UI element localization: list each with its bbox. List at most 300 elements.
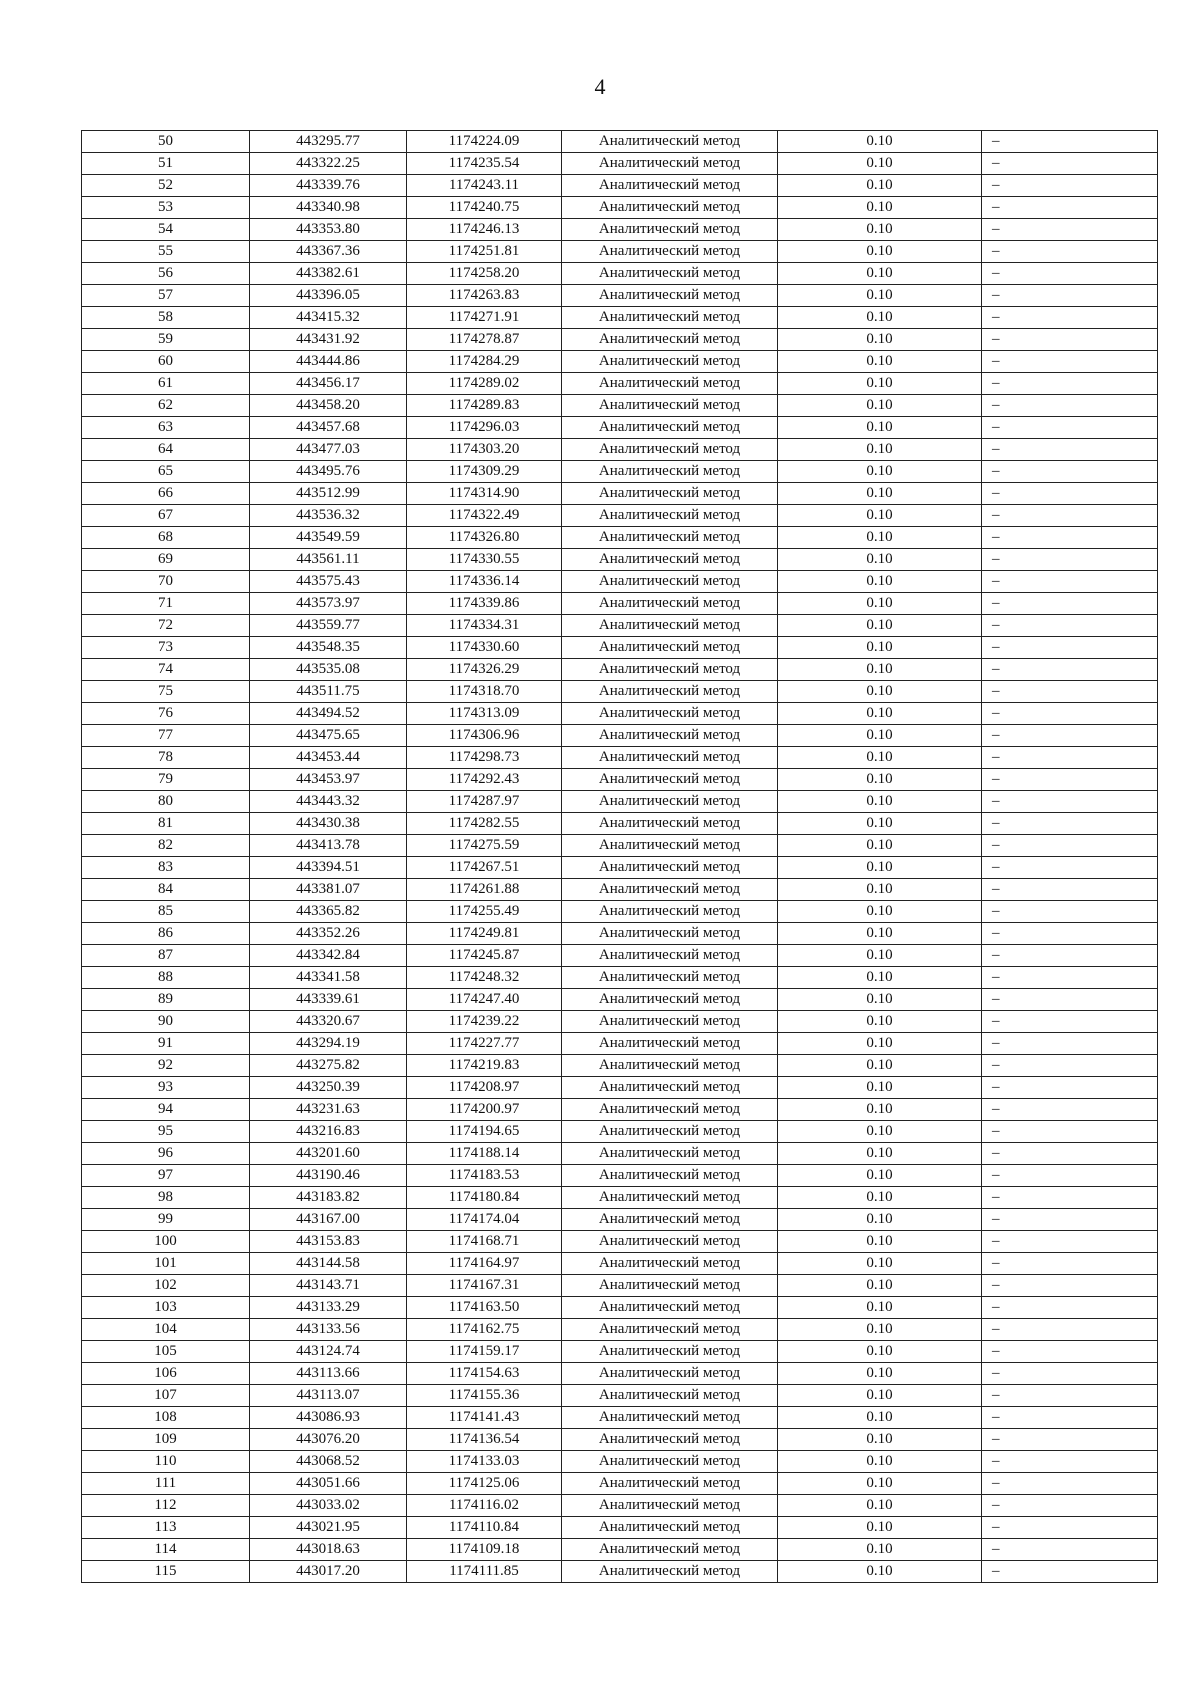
point-number-cell: 67 xyxy=(82,505,250,527)
y-coordinate-cell: 1174109.18 xyxy=(407,1539,562,1561)
y-coordinate-cell: 1174289.83 xyxy=(407,395,562,417)
table-row xyxy=(82,945,1158,967)
method-cell: Аналитический метод xyxy=(562,901,778,923)
description-cell: – xyxy=(982,813,1158,835)
table-row xyxy=(82,1341,1158,1363)
method-cell: Аналитический метод xyxy=(562,1033,778,1055)
method-cell: Аналитический метод xyxy=(562,197,778,219)
point-number-cell: 111 xyxy=(82,1473,250,1495)
x-coordinate-cell: 443430.38 xyxy=(250,813,407,835)
method-cell: Аналитический метод xyxy=(562,725,778,747)
method-cell: Аналитический метод xyxy=(562,659,778,681)
x-coordinate-cell: 443339.61 xyxy=(250,989,407,1011)
x-coordinate-cell: 443167.00 xyxy=(250,1209,407,1231)
accuracy-cell: 0.10 xyxy=(778,1495,982,1517)
table-row xyxy=(82,1231,1158,1253)
accuracy-cell: 0.10 xyxy=(778,1341,982,1363)
x-coordinate-cell: 443113.07 xyxy=(250,1385,407,1407)
accuracy-cell: 0.10 xyxy=(778,483,982,505)
table-row xyxy=(82,681,1158,703)
point-number-cell: 70 xyxy=(82,571,250,593)
table-row xyxy=(82,1539,1158,1561)
description-cell: – xyxy=(982,1099,1158,1121)
table-row xyxy=(82,1495,1158,1517)
x-coordinate-cell: 443453.44 xyxy=(250,747,407,769)
table-row xyxy=(82,1473,1158,1495)
y-coordinate-cell: 1174116.02 xyxy=(407,1495,562,1517)
table-row xyxy=(82,1451,1158,1473)
accuracy-cell: 0.10 xyxy=(778,1165,982,1187)
accuracy-cell: 0.10 xyxy=(778,285,982,307)
y-coordinate-cell: 1174240.75 xyxy=(407,197,562,219)
point-number-cell: 58 xyxy=(82,307,250,329)
x-coordinate-cell: 443295.77 xyxy=(250,131,407,153)
description-cell: – xyxy=(982,285,1158,307)
accuracy-cell: 0.10 xyxy=(778,571,982,593)
point-number-cell: 59 xyxy=(82,329,250,351)
point-number-cell: 51 xyxy=(82,153,250,175)
point-number-cell: 73 xyxy=(82,637,250,659)
point-number-cell: 113 xyxy=(82,1517,250,1539)
description-cell: – xyxy=(982,329,1158,351)
table-row xyxy=(82,329,1158,351)
table-row xyxy=(82,131,1158,153)
y-coordinate-cell: 1174235.54 xyxy=(407,153,562,175)
y-coordinate-cell: 1174239.22 xyxy=(407,1011,562,1033)
point-number-cell: 79 xyxy=(82,769,250,791)
method-cell: Аналитический метод xyxy=(562,1165,778,1187)
method-cell: Аналитический метод xyxy=(562,593,778,615)
description-cell: – xyxy=(982,637,1158,659)
point-number-cell: 112 xyxy=(82,1495,250,1517)
x-coordinate-cell: 443144.58 xyxy=(250,1253,407,1275)
y-coordinate-cell: 1174249.81 xyxy=(407,923,562,945)
point-number-cell: 61 xyxy=(82,373,250,395)
description-cell: – xyxy=(982,1517,1158,1539)
y-coordinate-cell: 1174136.54 xyxy=(407,1429,562,1451)
x-coordinate-cell: 443394.51 xyxy=(250,857,407,879)
method-cell: Аналитический метод xyxy=(562,527,778,549)
table-row xyxy=(82,263,1158,285)
method-cell: Аналитический метод xyxy=(562,1011,778,1033)
accuracy-cell: 0.10 xyxy=(778,329,982,351)
method-cell: Аналитический метод xyxy=(562,1517,778,1539)
point-number-cell: 63 xyxy=(82,417,250,439)
method-cell: Аналитический метод xyxy=(562,395,778,417)
method-cell: Аналитический метод xyxy=(562,1231,778,1253)
point-number-cell: 69 xyxy=(82,549,250,571)
description-cell: – xyxy=(982,1473,1158,1495)
y-coordinate-cell: 1174271.91 xyxy=(407,307,562,329)
table-row xyxy=(82,1253,1158,1275)
x-coordinate-cell: 443413.78 xyxy=(250,835,407,857)
accuracy-cell: 0.10 xyxy=(778,1473,982,1495)
point-number-cell: 78 xyxy=(82,747,250,769)
method-cell: Аналитический метод xyxy=(562,1561,778,1583)
description-cell: – xyxy=(982,1561,1158,1583)
y-coordinate-cell: 1174339.86 xyxy=(407,593,562,615)
method-cell: Аналитический метод xyxy=(562,1319,778,1341)
method-cell: Аналитический метод xyxy=(562,813,778,835)
y-coordinate-cell: 1174313.09 xyxy=(407,703,562,725)
accuracy-cell: 0.10 xyxy=(778,725,982,747)
table-row xyxy=(82,483,1158,505)
description-cell: – xyxy=(982,1055,1158,1077)
method-cell: Аналитический метод xyxy=(562,1385,778,1407)
point-number-cell: 86 xyxy=(82,923,250,945)
point-number-cell: 83 xyxy=(82,857,250,879)
y-coordinate-cell: 1174326.29 xyxy=(407,659,562,681)
y-coordinate-cell: 1174278.87 xyxy=(407,329,562,351)
table-row xyxy=(82,1363,1158,1385)
y-coordinate-cell: 1174125.06 xyxy=(407,1473,562,1495)
point-number-cell: 99 xyxy=(82,1209,250,1231)
description-cell: – xyxy=(982,1187,1158,1209)
method-cell: Аналитический метод xyxy=(562,241,778,263)
coordinates-table-body xyxy=(82,131,1158,1583)
coordinates-table xyxy=(81,130,1158,1583)
table-row xyxy=(82,1121,1158,1143)
accuracy-cell: 0.10 xyxy=(778,351,982,373)
point-number-cell: 50 xyxy=(82,131,250,153)
method-cell: Аналитический метод xyxy=(562,1187,778,1209)
y-coordinate-cell: 1174336.14 xyxy=(407,571,562,593)
point-number-cell: 85 xyxy=(82,901,250,923)
method-cell: Аналитический метод xyxy=(562,923,778,945)
method-cell: Аналитический метод xyxy=(562,417,778,439)
point-number-cell: 84 xyxy=(82,879,250,901)
x-coordinate-cell: 443443.32 xyxy=(250,791,407,813)
description-cell: – xyxy=(982,1165,1158,1187)
method-cell: Аналитический метод xyxy=(562,153,778,175)
table-row xyxy=(82,813,1158,835)
accuracy-cell: 0.10 xyxy=(778,989,982,1011)
accuracy-cell: 0.10 xyxy=(778,175,982,197)
y-coordinate-cell: 1174154.63 xyxy=(407,1363,562,1385)
method-cell: Аналитический метод xyxy=(562,1099,778,1121)
x-coordinate-cell: 443216.83 xyxy=(250,1121,407,1143)
table-row xyxy=(82,197,1158,219)
method-cell: Аналитический метод xyxy=(562,131,778,153)
method-cell: Аналитический метод xyxy=(562,1495,778,1517)
point-number-cell: 60 xyxy=(82,351,250,373)
accuracy-cell: 0.10 xyxy=(778,615,982,637)
table-row xyxy=(82,527,1158,549)
x-coordinate-cell: 443051.66 xyxy=(250,1473,407,1495)
table-row xyxy=(82,703,1158,725)
accuracy-cell: 0.10 xyxy=(778,1363,982,1385)
method-cell: Аналитический метод xyxy=(562,439,778,461)
description-cell: – xyxy=(982,945,1158,967)
table-row xyxy=(82,1187,1158,1209)
point-number-cell: 95 xyxy=(82,1121,250,1143)
accuracy-cell: 0.10 xyxy=(778,1319,982,1341)
point-number-cell: 109 xyxy=(82,1429,250,1451)
description-cell: – xyxy=(982,483,1158,505)
method-cell: Аналитический метод xyxy=(562,1275,778,1297)
method-cell: Аналитический метод xyxy=(562,1451,778,1473)
method-cell: Аналитический метод xyxy=(562,307,778,329)
point-number-cell: 107 xyxy=(82,1385,250,1407)
table-row xyxy=(82,659,1158,681)
description-cell: – xyxy=(982,1253,1158,1275)
y-coordinate-cell: 1174219.83 xyxy=(407,1055,562,1077)
accuracy-cell: 0.10 xyxy=(778,1429,982,1451)
method-cell: Аналитический метод xyxy=(562,1341,778,1363)
y-coordinate-cell: 1174164.97 xyxy=(407,1253,562,1275)
y-coordinate-cell: 1174245.87 xyxy=(407,945,562,967)
accuracy-cell: 0.10 xyxy=(778,1517,982,1539)
accuracy-cell: 0.10 xyxy=(778,923,982,945)
point-number-cell: 71 xyxy=(82,593,250,615)
y-coordinate-cell: 1174159.17 xyxy=(407,1341,562,1363)
description-cell: – xyxy=(982,1341,1158,1363)
x-coordinate-cell: 443536.32 xyxy=(250,505,407,527)
point-number-cell: 98 xyxy=(82,1187,250,1209)
point-number-cell: 90 xyxy=(82,1011,250,1033)
y-coordinate-cell: 1174334.31 xyxy=(407,615,562,637)
table-row xyxy=(82,1165,1158,1187)
table-row xyxy=(82,1209,1158,1231)
description-cell: – xyxy=(982,681,1158,703)
description-cell: – xyxy=(982,835,1158,857)
accuracy-cell: 0.10 xyxy=(778,373,982,395)
table-row xyxy=(82,1297,1158,1319)
accuracy-cell: 0.10 xyxy=(778,241,982,263)
x-coordinate-cell: 443342.84 xyxy=(250,945,407,967)
description-cell: – xyxy=(982,747,1158,769)
y-coordinate-cell: 1174258.20 xyxy=(407,263,562,285)
table-row xyxy=(82,307,1158,329)
y-coordinate-cell: 1174243.11 xyxy=(407,175,562,197)
point-number-cell: 75 xyxy=(82,681,250,703)
accuracy-cell: 0.10 xyxy=(778,1187,982,1209)
method-cell: Аналитический метод xyxy=(562,703,778,725)
method-cell: Аналитический метод xyxy=(562,835,778,857)
point-number-cell: 100 xyxy=(82,1231,250,1253)
table-row xyxy=(82,417,1158,439)
x-coordinate-cell: 443183.82 xyxy=(250,1187,407,1209)
table-row xyxy=(82,593,1158,615)
description-cell: – xyxy=(982,615,1158,637)
description-cell: – xyxy=(982,1539,1158,1561)
x-coordinate-cell: 443415.32 xyxy=(250,307,407,329)
table-row xyxy=(82,549,1158,571)
table-row xyxy=(82,879,1158,901)
y-coordinate-cell: 1174168.71 xyxy=(407,1231,562,1253)
method-cell: Аналитический метод xyxy=(562,1539,778,1561)
table-row xyxy=(82,835,1158,857)
table-row xyxy=(82,1011,1158,1033)
point-number-cell: 56 xyxy=(82,263,250,285)
accuracy-cell: 0.10 xyxy=(778,901,982,923)
x-coordinate-cell: 443475.65 xyxy=(250,725,407,747)
method-cell: Аналитический метод xyxy=(562,351,778,373)
x-coordinate-cell: 443573.97 xyxy=(250,593,407,615)
description-cell: – xyxy=(982,505,1158,527)
accuracy-cell: 0.10 xyxy=(778,1121,982,1143)
x-coordinate-cell: 443431.92 xyxy=(250,329,407,351)
y-coordinate-cell: 1174267.51 xyxy=(407,857,562,879)
description-cell: – xyxy=(982,219,1158,241)
y-coordinate-cell: 1174282.55 xyxy=(407,813,562,835)
accuracy-cell: 0.10 xyxy=(778,395,982,417)
x-coordinate-cell: 443512.99 xyxy=(250,483,407,505)
x-coordinate-cell: 443231.63 xyxy=(250,1099,407,1121)
y-coordinate-cell: 1174247.40 xyxy=(407,989,562,1011)
accuracy-cell: 0.10 xyxy=(778,307,982,329)
point-number-cell: 106 xyxy=(82,1363,250,1385)
method-cell: Аналитический метод xyxy=(562,945,778,967)
accuracy-cell: 0.10 xyxy=(778,1099,982,1121)
description-cell: – xyxy=(982,989,1158,1011)
accuracy-cell: 0.10 xyxy=(778,1077,982,1099)
y-coordinate-cell: 1174200.97 xyxy=(407,1099,562,1121)
method-cell: Аналитический метод xyxy=(562,505,778,527)
y-coordinate-cell: 1174227.77 xyxy=(407,1033,562,1055)
accuracy-cell: 0.10 xyxy=(778,769,982,791)
description-cell: – xyxy=(982,395,1158,417)
accuracy-cell: 0.10 xyxy=(778,1209,982,1231)
table-row xyxy=(82,857,1158,879)
description-cell: – xyxy=(982,1121,1158,1143)
x-coordinate-cell: 443068.52 xyxy=(250,1451,407,1473)
accuracy-cell: 0.10 xyxy=(778,505,982,527)
x-coordinate-cell: 443133.56 xyxy=(250,1319,407,1341)
point-number-cell: 76 xyxy=(82,703,250,725)
point-number-cell: 74 xyxy=(82,659,250,681)
method-cell: Аналитический метод xyxy=(562,989,778,1011)
method-cell: Аналитический метод xyxy=(562,483,778,505)
table-row xyxy=(82,1099,1158,1121)
point-number-cell: 91 xyxy=(82,1033,250,1055)
x-coordinate-cell: 443133.29 xyxy=(250,1297,407,1319)
point-number-cell: 108 xyxy=(82,1407,250,1429)
point-number-cell: 55 xyxy=(82,241,250,263)
x-coordinate-cell: 443494.52 xyxy=(250,703,407,725)
x-coordinate-cell: 443153.83 xyxy=(250,1231,407,1253)
accuracy-cell: 0.10 xyxy=(778,681,982,703)
y-coordinate-cell: 1174330.55 xyxy=(407,549,562,571)
table-row xyxy=(82,175,1158,197)
description-cell: – xyxy=(982,417,1158,439)
point-number-cell: 103 xyxy=(82,1297,250,1319)
y-coordinate-cell: 1174255.49 xyxy=(407,901,562,923)
description-cell: – xyxy=(982,1011,1158,1033)
accuracy-cell: 0.10 xyxy=(778,703,982,725)
point-number-cell: 81 xyxy=(82,813,250,835)
x-coordinate-cell: 443381.07 xyxy=(250,879,407,901)
x-coordinate-cell: 443201.60 xyxy=(250,1143,407,1165)
table-row xyxy=(82,989,1158,1011)
method-cell: Аналитический метод xyxy=(562,1121,778,1143)
point-number-cell: 88 xyxy=(82,967,250,989)
y-coordinate-cell: 1174155.36 xyxy=(407,1385,562,1407)
table-row xyxy=(82,923,1158,945)
method-cell: Аналитический метод xyxy=(562,263,778,285)
accuracy-cell: 0.10 xyxy=(778,945,982,967)
accuracy-cell: 0.10 xyxy=(778,153,982,175)
accuracy-cell: 0.10 xyxy=(778,549,982,571)
y-coordinate-cell: 1174133.03 xyxy=(407,1451,562,1473)
point-number-cell: 114 xyxy=(82,1539,250,1561)
description-cell: – xyxy=(982,1033,1158,1055)
table-row xyxy=(82,571,1158,593)
description-cell: – xyxy=(982,373,1158,395)
x-coordinate-cell: 443456.17 xyxy=(250,373,407,395)
accuracy-cell: 0.10 xyxy=(778,659,982,681)
description-cell: – xyxy=(982,131,1158,153)
point-number-cell: 65 xyxy=(82,461,250,483)
x-coordinate-cell: 443559.77 xyxy=(250,615,407,637)
table-row xyxy=(82,769,1158,791)
table-row xyxy=(82,285,1158,307)
y-coordinate-cell: 1174314.90 xyxy=(407,483,562,505)
description-cell: – xyxy=(982,153,1158,175)
y-coordinate-cell: 1174318.70 xyxy=(407,681,562,703)
y-coordinate-cell: 1174287.97 xyxy=(407,791,562,813)
table-row xyxy=(82,1319,1158,1341)
y-coordinate-cell: 1174162.75 xyxy=(407,1319,562,1341)
x-coordinate-cell: 443018.63 xyxy=(250,1539,407,1561)
method-cell: Аналитический метод xyxy=(562,681,778,703)
x-coordinate-cell: 443367.36 xyxy=(250,241,407,263)
x-coordinate-cell: 443076.20 xyxy=(250,1429,407,1451)
x-coordinate-cell: 443250.39 xyxy=(250,1077,407,1099)
y-coordinate-cell: 1174167.31 xyxy=(407,1275,562,1297)
point-number-cell: 115 xyxy=(82,1561,250,1583)
accuracy-cell: 0.10 xyxy=(778,1143,982,1165)
method-cell: Аналитический метод xyxy=(562,1363,778,1385)
method-cell: Аналитический метод xyxy=(562,967,778,989)
table-row xyxy=(82,395,1158,417)
description-cell: – xyxy=(982,857,1158,879)
point-number-cell: 92 xyxy=(82,1055,250,1077)
table-row xyxy=(82,967,1158,989)
table-row xyxy=(82,791,1158,813)
description-cell: – xyxy=(982,923,1158,945)
description-cell: – xyxy=(982,461,1158,483)
method-cell: Аналитический метод xyxy=(562,1473,778,1495)
accuracy-cell: 0.10 xyxy=(778,637,982,659)
y-coordinate-cell: 1174306.96 xyxy=(407,725,562,747)
table-row xyxy=(82,1517,1158,1539)
x-coordinate-cell: 443457.68 xyxy=(250,417,407,439)
method-cell: Аналитический метод xyxy=(562,1429,778,1451)
y-coordinate-cell: 1174303.20 xyxy=(407,439,562,461)
x-coordinate-cell: 443086.93 xyxy=(250,1407,407,1429)
point-number-cell: 93 xyxy=(82,1077,250,1099)
method-cell: Аналитический метод xyxy=(562,615,778,637)
accuracy-cell: 0.10 xyxy=(778,857,982,879)
y-coordinate-cell: 1174251.81 xyxy=(407,241,562,263)
accuracy-cell: 0.10 xyxy=(778,131,982,153)
x-coordinate-cell: 443549.59 xyxy=(250,527,407,549)
description-cell: – xyxy=(982,197,1158,219)
table-row xyxy=(82,1055,1158,1077)
y-coordinate-cell: 1174284.29 xyxy=(407,351,562,373)
page-number: 4 xyxy=(594,74,606,99)
accuracy-cell: 0.10 xyxy=(778,1385,982,1407)
accuracy-cell: 0.10 xyxy=(778,527,982,549)
y-coordinate-cell: 1174188.14 xyxy=(407,1143,562,1165)
accuracy-cell: 0.10 xyxy=(778,1451,982,1473)
table-row xyxy=(82,747,1158,769)
description-cell: – xyxy=(982,901,1158,923)
description-cell: – xyxy=(982,593,1158,615)
table-row xyxy=(82,1429,1158,1451)
accuracy-cell: 0.10 xyxy=(778,1033,982,1055)
